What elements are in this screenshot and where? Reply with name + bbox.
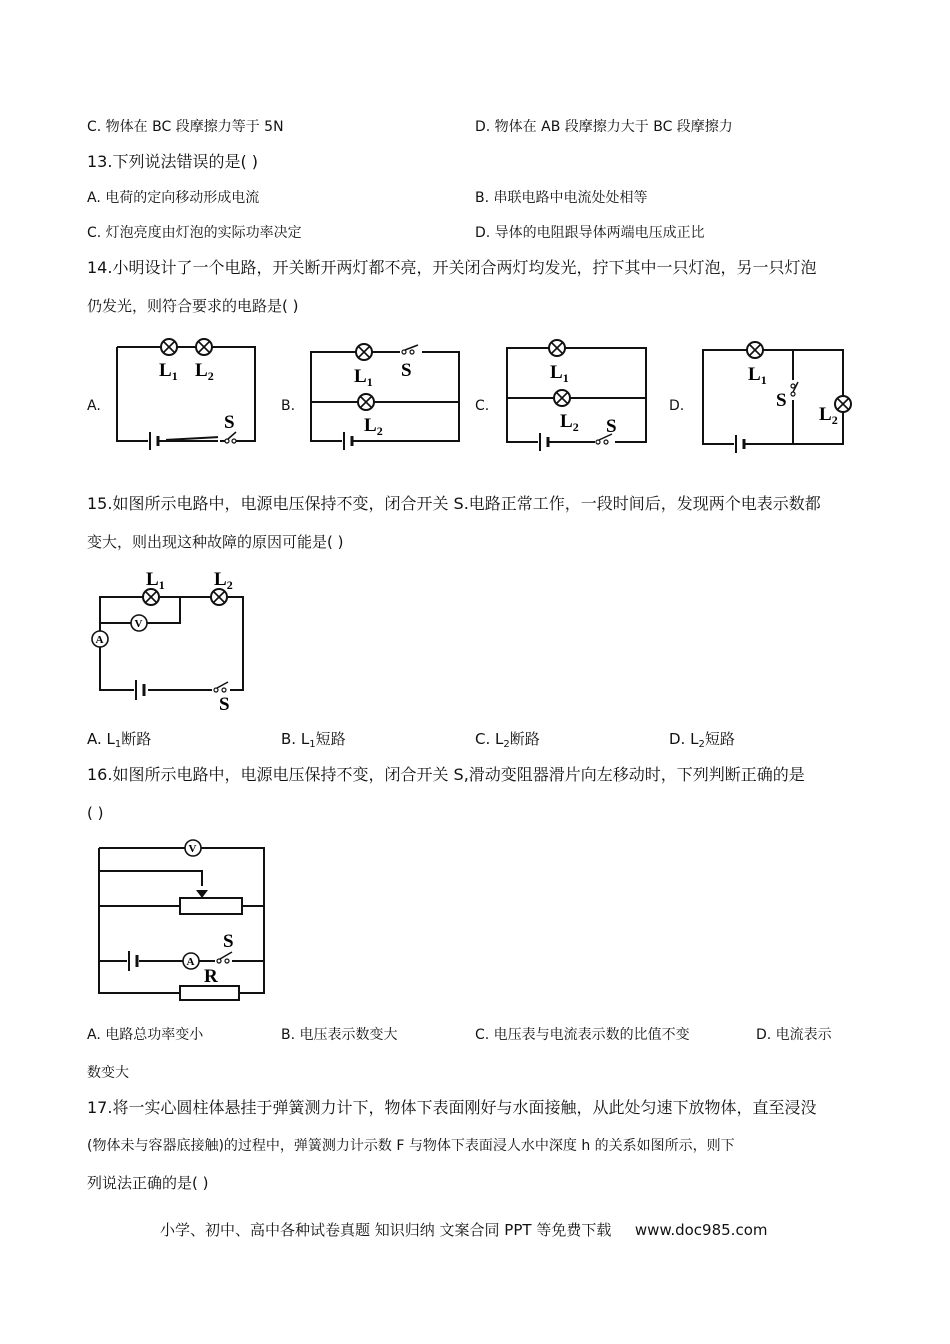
q16-stem-line2: ( ) [87, 804, 104, 822]
q16-voltmeter-label: V [188, 843, 197, 855]
q12-option-c: C. 物体在 BC 段摩擦力等于 5N [87, 119, 284, 135]
footer-link[interactable]: www.doc985.com [634, 1221, 768, 1239]
q16-stem-line1: 16.如图所示电路中，电源电压保持不变，闭合开关 S,滑动变阻器滑片向左移动时，下列判断正确的是 [87, 765, 805, 784]
q15-option-c: C. $L_2$断路 [475, 730, 540, 750]
q14-label-d: D. [669, 398, 685, 414]
footer-text: 小学、初中、高中各种试卷真题 知识归纳 文案合同 PPT 等免费下载 [160, 1221, 612, 1239]
q16-option-b: B. 电压表示数变大 [281, 1027, 398, 1043]
q14-label-b: B. [281, 398, 296, 414]
q13-option-c: C. 灯泡亮度由灯泡的实际功率决定 [87, 225, 302, 241]
q16-circuit [92, 836, 272, 1006]
q15-circuit [88, 565, 253, 715]
q17-stem-line3: 列说法正确的是( ) [87, 1174, 209, 1192]
q15-stem-line1: 15.如图所示电路中，电源电压保持不变，闭合开关 S.电路正常工作，一段时间后，发现两个电表示数都 [87, 494, 821, 513]
q14a-l1-label: $L_1$ [159, 360, 178, 383]
q14b-s-label: S [401, 360, 412, 381]
q14c-l2-label: $L_2$ [560, 411, 579, 434]
q14-stem-line1: 14.小明设计了一个电路，开关断开两灯都不亮，开关闭合两灯均发光，拧下其中一只灯泡，另一只灯泡 [87, 258, 817, 277]
q15-option-d: D. $L_2$短路 [669, 730, 735, 750]
q14d-s-label: S [776, 390, 787, 411]
q15-l2-label: $L_2$ [214, 569, 233, 592]
q15-stem-line2: 变大，则出现这种故障的原因可能是( ) [87, 533, 344, 551]
q14-stem-line2: 仍发光，则符合要求的电路是( ) [87, 297, 299, 315]
q14d-l1-label: $L_1$ [748, 364, 767, 387]
q14b-l2-label: $L_2$ [364, 415, 383, 438]
q15-s-label: S [219, 694, 230, 715]
q16-option-d-line2: 数变大 [87, 1065, 129, 1081]
q14c-l1-label: $L_1$ [550, 362, 569, 385]
q13-option-a: A. 电荷的定向移动形成电流 [87, 190, 260, 206]
q13-option-d: D. 导体的电阻跟导体两端电压成正比 [475, 225, 705, 241]
q14b-l1-label: $L_1$ [354, 366, 373, 389]
q14a-s-label: S [224, 412, 235, 433]
q14c-s-label: S [606, 416, 617, 437]
q14-label-a: A. [87, 398, 101, 414]
q14-label-c: C. [475, 398, 490, 414]
q15-ammeter-label: A [95, 634, 104, 646]
q17-stem-line1: 17.将一实心圆柱体悬挂于弹簧测力计下，物体下表面刚好与水面接触，从此处匀速下放物体，直至浸没 [87, 1098, 817, 1117]
q15-option-b: B. $L_1$短路 [281, 730, 346, 750]
q17-stem-line2: (物体未与容器底接触)的过程中，弹簧测力计示数 F 与物体下表面浸人水中深度 h 的关系如图所示，则下 [87, 1138, 735, 1154]
q15-voltmeter-label: V [134, 618, 143, 630]
q14-circuit-c [502, 336, 652, 456]
q16-option-a: A. 电路总功率变小 [87, 1027, 204, 1043]
q14-circuit-b [306, 336, 466, 456]
q16-ammeter-label: A [186, 956, 195, 968]
q15-l1-label: $L_1$ [146, 569, 165, 592]
q13-option-b: B. 串联电路中电流处处相等 [475, 190, 648, 206]
q16-option-d-line1: D. 电流表示 [756, 1027, 832, 1043]
q16-r-label: R [204, 966, 218, 987]
q16-option-c: C. 电压表与电流表示数的比值不变 [475, 1027, 690, 1043]
q16-s-label: S [223, 931, 234, 952]
q15-option-a: A. $L_1$断路 [87, 730, 152, 750]
q13-stem: 13.下列说法错误的是( ) [87, 152, 259, 171]
q14a-l2-label: $L_2$ [195, 360, 214, 383]
q14-circuit-d [698, 336, 888, 456]
q14-circuit-a [112, 336, 262, 456]
q14d-l2-label: $L_2$ [819, 404, 838, 427]
q12-option-d: D. 物体在 AB 段摩擦力大于 BC 段摩擦力 [475, 119, 733, 135]
footer [160, 1219, 767, 1240]
